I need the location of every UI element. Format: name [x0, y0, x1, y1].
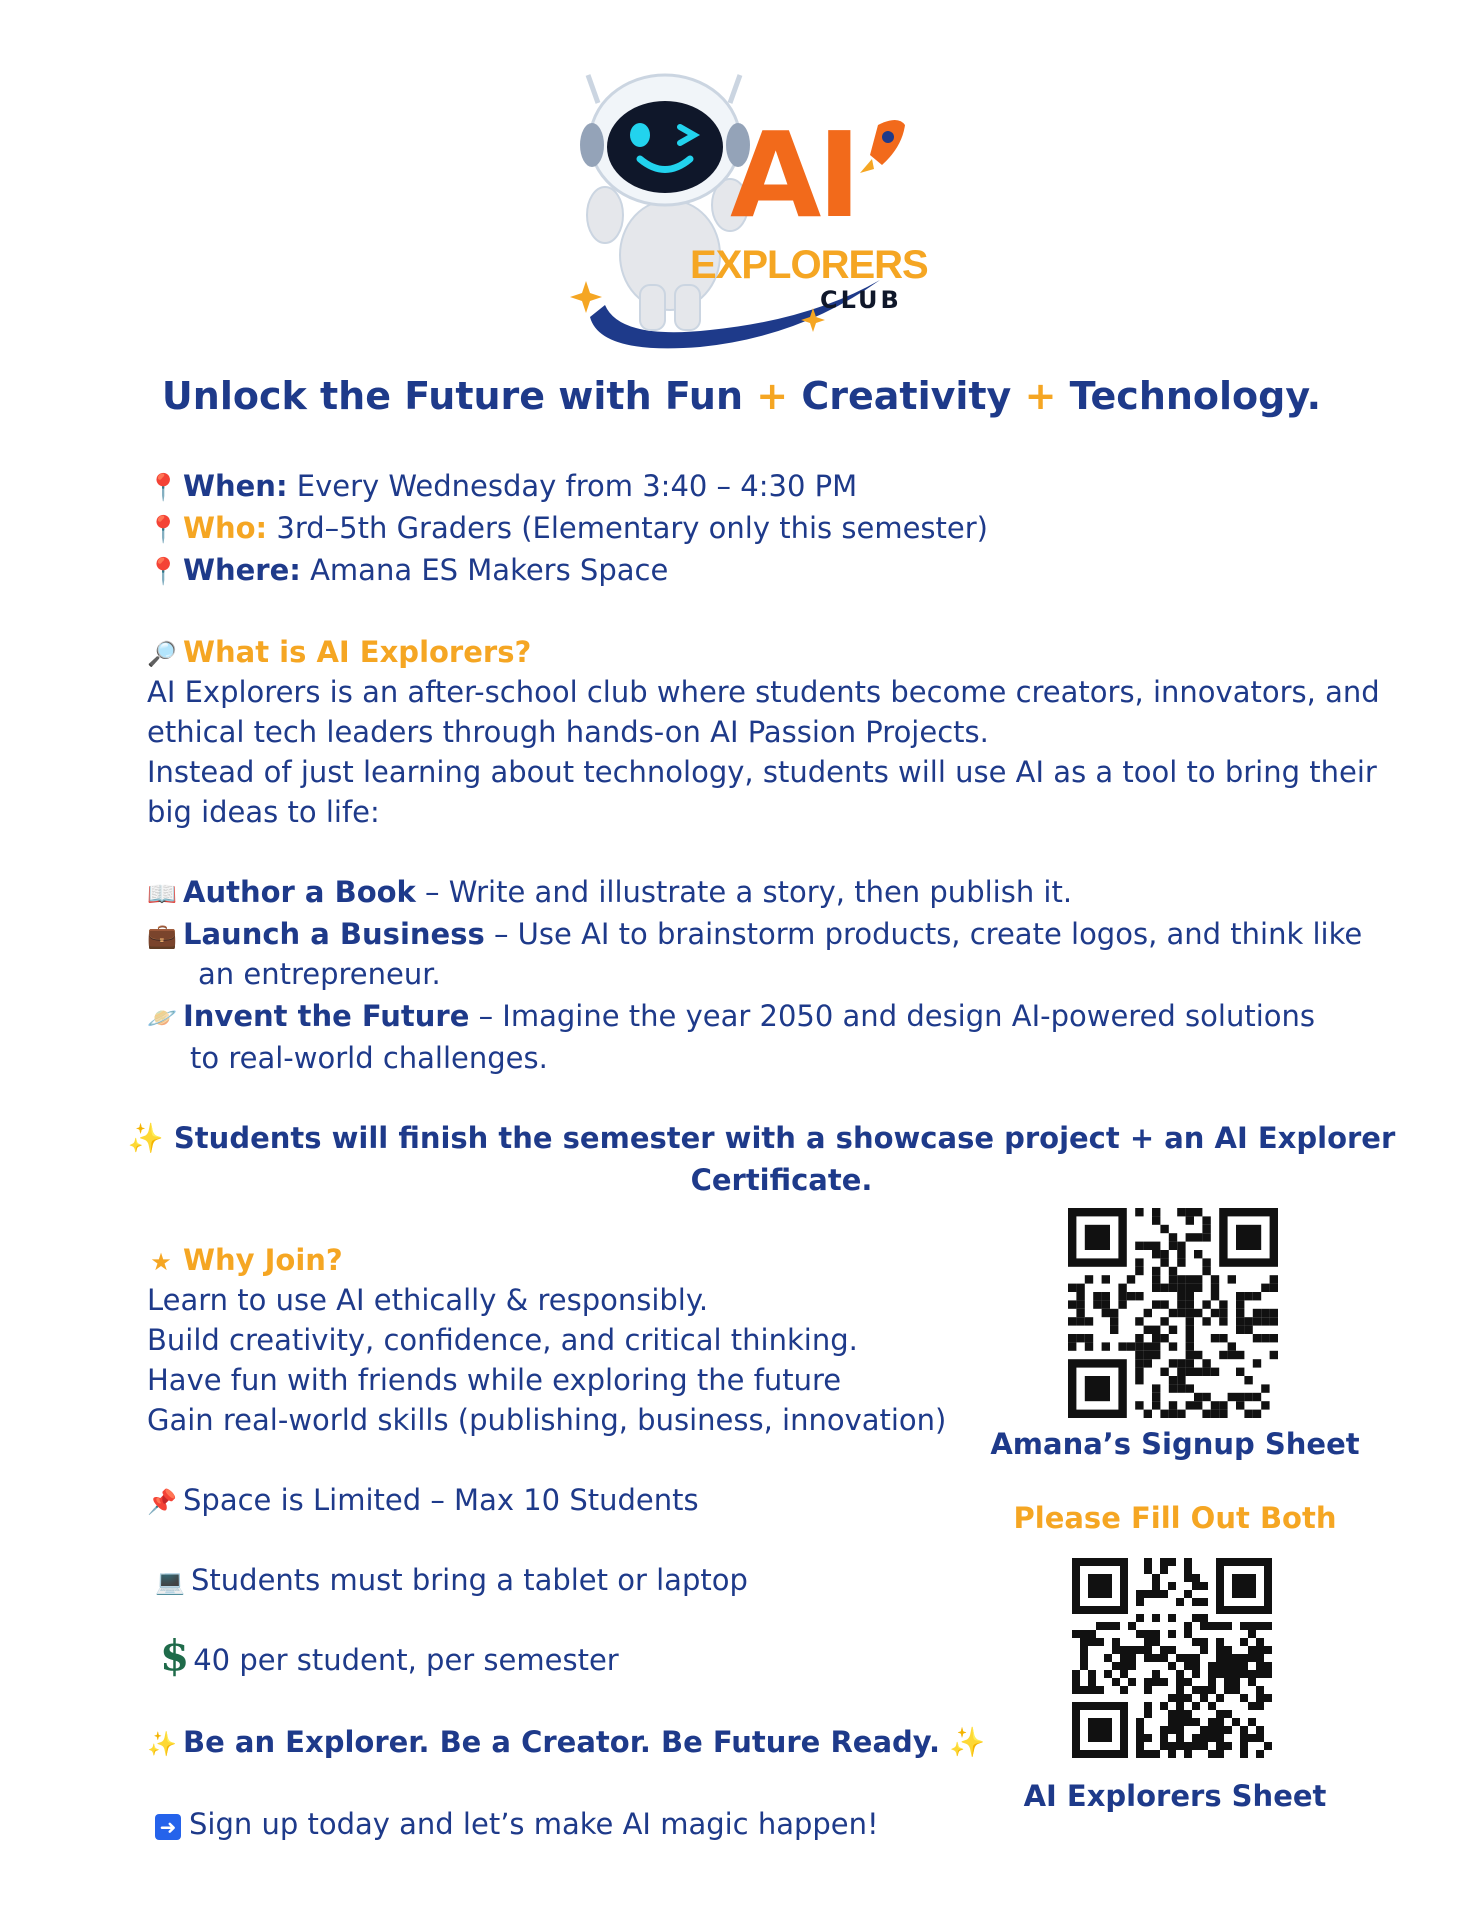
- logo-explorers-text: EXPLORERS: [690, 243, 928, 287]
- qr-label-signup: Amana’s Signup Sheet: [990, 1427, 1360, 1461]
- headline: [0, 372, 1483, 420]
- club-logo: [560, 55, 928, 360]
- arrow-right-icon: ➜: [155, 1814, 181, 1840]
- sparkles-icon: ✨: [147, 1730, 177, 1758]
- detail-who-label: Who:: [183, 511, 268, 545]
- logo-club-text: CLUB: [820, 286, 902, 314]
- why-heading: ★ Why Join?: [147, 1240, 343, 1282]
- detail-where-label: Where:: [183, 553, 301, 587]
- qr-code-icon: [1068, 1208, 1278, 1418]
- detail-who-value: 3rd–5th Graders (Elementary only this semester): [276, 511, 988, 545]
- note-space: 📌 Space is Limited – Max 10 Students: [147, 1480, 699, 1522]
- why-line-2: Build creativity, confidence, and critical thinking.: [147, 1323, 858, 1357]
- why-line-1: Learn to use AI ethically & responsibly.: [147, 1283, 709, 1317]
- magnifier-icon: 🔎: [147, 640, 177, 668]
- planet-icon: 🪐: [147, 1004, 177, 1032]
- what-line-4: big ideas to life:: [147, 795, 380, 829]
- sparkles-icon: ✨: [949, 1725, 986, 1759]
- showcase-line-1: ✨ Students will finish the semester with a showcase project + an AI Explorer: [127, 1121, 1396, 1155]
- logo-ai-text: AI: [730, 106, 858, 244]
- pin-icon: 📍: [147, 515, 180, 545]
- dollar-icon: $: [160, 1631, 190, 1680]
- note-device: 💻 Students must bring a tablet or laptop: [155, 1560, 748, 1602]
- headline-part1: Unlock the Future with Fun: [161, 374, 744, 418]
- headline-part3: Technology.: [1069, 374, 1322, 418]
- qr-code-signup[interactable]: [1068, 1208, 1278, 1418]
- project-author: 📖 Author a Book – Write and illustrate a story, then publish it.: [147, 872, 1072, 914]
- pin-icon: 📍: [147, 557, 180, 587]
- what-heading: 🔎 What is AI Explorers?: [147, 632, 531, 674]
- tagline: ✨ Be an Explorer. Be a Creator. Be Future Ready. ✨: [147, 1722, 985, 1764]
- why-line-4: Gain real-world skills (publishing, business, innovation): [147, 1403, 947, 1437]
- showcase-line-2: Certificate.: [690, 1163, 873, 1197]
- headline-part2: Creativity: [801, 374, 1012, 418]
- note-price: $ 40 per student, per semester: [160, 1631, 619, 1680]
- qr-code-explorers[interactable]: [1072, 1558, 1272, 1758]
- what-line-1: AI Explorers is an after-school club where students become creators, innovators, and: [147, 675, 1380, 709]
- why-line-3: Have fun with friends while exploring the future: [147, 1363, 842, 1397]
- project-business: 💼 Launch a Business – Use AI to brainstorm products, create logos, and think like: [147, 914, 1362, 956]
- headline-plus-2: +: [1024, 374, 1057, 418]
- what-line-3: Instead of just learning about technology, students will use AI as a tool to bring their: [147, 755, 1377, 789]
- book-icon: 📖: [147, 880, 177, 908]
- detail-when: [147, 466, 857, 508]
- briefcase-icon: 💼: [147, 922, 177, 950]
- fill-both-note: Please Fill Out Both: [1013, 1501, 1337, 1535]
- detail-where-value: Amana ES Makers Space: [310, 553, 669, 587]
- detail-who: [147, 508, 988, 550]
- detail-where: [147, 550, 668, 592]
- pin-icon: 📍: [147, 473, 180, 503]
- qr-label-explorers: AI Explorers Sheet: [1023, 1779, 1327, 1813]
- what-line-2: ethical tech leaders through hands-on AI Passion Projects.: [147, 715, 989, 749]
- laptop-icon: 💻: [155, 1568, 185, 1596]
- project-business-cont: an entrepreneur.: [198, 957, 441, 991]
- project-future: 🪐 Invent the Future – Imagine the year 2050 and design AI-powered solutions: [147, 996, 1315, 1038]
- signup-cta: ➜ Sign up today and let’s make AI magic happen!: [155, 1804, 879, 1844]
- project-future-cont: to real-world challenges.: [190, 1041, 548, 1075]
- sparkles-icon: ✨: [127, 1121, 164, 1155]
- star-icon: ★: [150, 1248, 172, 1276]
- detail-when-label: When:: [183, 469, 288, 503]
- detail-when-value: Every Wednesday from 3:40 – 4:30 PM: [296, 469, 858, 503]
- headline-plus-1: +: [756, 374, 789, 418]
- qr-code-icon: [1072, 1558, 1272, 1758]
- pushpin-icon: 📌: [147, 1488, 177, 1516]
